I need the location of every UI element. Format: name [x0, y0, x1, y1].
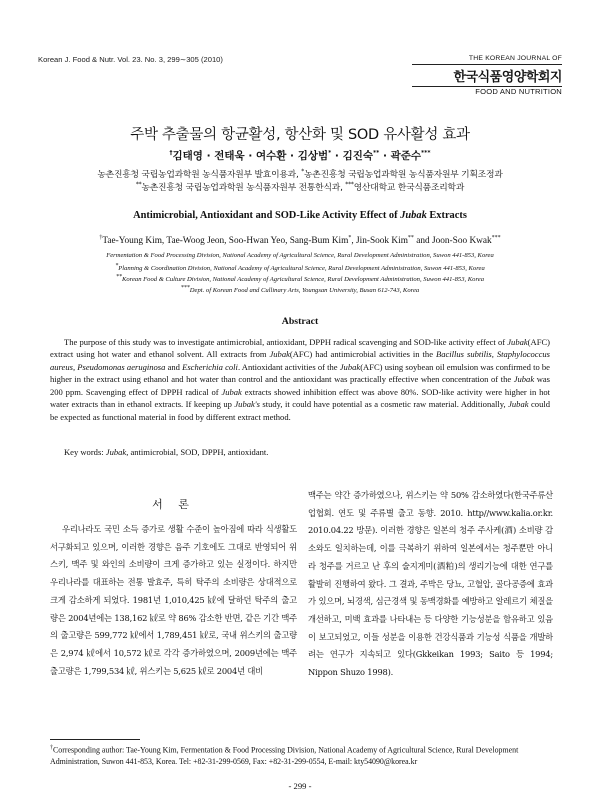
abstract-text: (AFC) had antimicrobial activities in the	[289, 349, 436, 360]
affiliation-korean-line-2	[0, 180, 600, 193]
species-names: Bacillus subtilis, Staphylococcus aureus, Pseudomonas aeruginosa	[50, 349, 550, 372]
corresponding-author-footnote	[50, 743, 550, 768]
authors-korean	[0, 148, 600, 163]
keywords-list: , antimicrobial, SOD, DPPH, antioxidant.	[126, 447, 269, 457]
affiliation-english-3	[0, 274, 600, 283]
affiliation-text: 농촌진흥청 국립농업과학원 농식품자원부 발효이용과,	[97, 170, 302, 180]
author-names: Tae-Young Kim, Tae-Woog Jeon, Soo-Hwan Yeo, Sang-Bum Kim	[102, 236, 349, 247]
author-mark: †	[169, 149, 173, 157]
abstract-text: and	[165, 361, 183, 372]
footnote-text: Corresponding author: Tae-Young Kim, Fermentation & Food Processing Division, National Academy of Agricultural Science, Rural Development Administration, Suwon 441-853, Korea. Tel: +82-31-299-0569, Fax: +82-31-299-0554, E-mail: kty54090@korea.kr	[50, 745, 519, 767]
abstract-italic: Jubak	[507, 337, 528, 347]
abstract-body	[50, 336, 550, 423]
abstract-italic: Jubak	[339, 361, 361, 372]
affiliation-text: Fermentation & Food Processing Division, National Academy of Agricultural Science, Rural Development Administration, Suwon 441-853, Korea	[106, 252, 494, 259]
introduction-paragraph: 맥주는 약간 증가하였으나, 위스키는 약 50% 감소하였다(한국주류산업협회. 연도 및 주류별 출고 동향. 2010. http//www.kalia.or.kr. 2010.04.22 방문). 이러한 경향은 일본의 청주 주사케(酒) 소비량 감소와도 일치하는데, 이를 극복하기 위하여 일본에서는 청주뿐만 아니라 청주를 거르고 난 후의 술지게미(酒粕)의 생리기능에 대한 연구를 활발히 진행하여 왔다. 그 결과, 주박은 당뇨, 고혈압, 골다공증에 효과가 있으며, 뇌경색, 심근경색 및 동맥경화를 예방하고 알레르기 체질을 개선하고, 미백 효과를 나타내는 등 다양한 기능성분을 함유하고 있음이 보고되었고, 이들 성분을 이용한 건강식품과 기능성 식품을 개발하려는 연구가 지속되고 있다(Gkkeikan 1993; Saito 등 1994; Nippon Shuzo 1998).	[308, 490, 553, 678]
introduction-paragraph: 우리나라도 국민 소득 증가로 생활 수준이 높아짐에 따라 식생활도 서구화되고 있으며, 이러한 경향은 음주 기호에도 그대로 반영되어 위스키, 맥주 및 와인의 소비량이 크게 증가하고 있는 실정이다. 하지만 우리나라를 대표하는 전통 발효주, 특히 탁주의 소비량은 상대적으로 크게 감소하게 되었다. 1981년 1,010,425 ㎘에 달하던 탁주의 출고량은 2004년에는 138,162 ㎘로 약 86% 감소한 반면, 같은 기간 맥주의 출고량은 599,772 ㎘에서 1,789,451 ㎘로, 국내 위스키의 출고량은 2,974 ㎘에서 10,572 ㎘로 각각 증가하였으며, 2009년에는 맥주 출고량은 1,799,534 ㎘, 위스키는 5,625 ㎘로 2004년 대비	[50, 524, 297, 676]
footnote-mark: †	[50, 745, 53, 751]
abstract-text: . Antioxidant activities of the	[237, 361, 340, 372]
page-number: - 299 -	[288, 781, 312, 791]
introduction-left-column	[50, 521, 297, 680]
journal-citation: Korean J. Food & Nutr. Vol. 23. No. 3, 299∼305 (2010)	[38, 55, 223, 64]
affiliation-mark: **	[135, 181, 142, 189]
affiliation-text: 영산대학교 한국식품조리학과	[353, 183, 465, 193]
abstract-text: could be expected as functional material in food by different extract method.	[50, 399, 550, 422]
footnote-rule	[50, 739, 140, 740]
introduction-heading: 서 론	[152, 498, 195, 511]
author-mark: **	[407, 235, 414, 241]
author-mark: *	[328, 149, 332, 157]
abstract-text: extracts showed inhibition effect was above 80%. SOD-like activity were higher in hot water extracts than in ethanol extracts. If keeping up	[50, 386, 550, 410]
abstract-italic: Jubak	[269, 349, 290, 360]
affiliation-text: Korean Food & Culture Division, National Academy of Agricultural Science, Rural Development Administration, Suwon 441-853, Korea	[121, 276, 485, 284]
introduction-right-column	[308, 487, 553, 682]
journal-name-kr: 한국식품영양학회지	[412, 64, 562, 87]
title-text: Antimicrobial, Antioxidant and SOD-Like Activity Effect of	[133, 210, 401, 221]
keywords-label: Key words:	[64, 447, 106, 457]
affiliation-mark: *	[301, 168, 304, 176]
affiliation-english-4	[0, 285, 600, 294]
abstract-italic: Jubak	[513, 374, 535, 385]
abstract-heading: Abstract	[281, 316, 319, 327]
paper-title-english	[0, 210, 600, 221]
author-name: · 곽준수	[379, 150, 422, 162]
affiliation-english-1	[0, 252, 600, 259]
abstract-italic: Jubak	[508, 399, 529, 410]
abstract-text: (AFC) extract using hot water and ethanol solvent. All extracts from	[50, 337, 550, 360]
keyword-italic: Jubak	[105, 447, 127, 457]
author-mark: **	[373, 149, 380, 157]
abstract-italic: Jubak's	[234, 399, 260, 410]
species-name: Escherichia coli	[182, 361, 238, 372]
paper-title-korean: 주박 추출물의 항균활성, 항산화 및 SOD 유사활성 효과	[130, 127, 470, 143]
affiliation-mark: *	[115, 263, 119, 269]
abstract-paragraph	[50, 336, 550, 423]
abstract-text: study, it could have potential as a cosmetic raw material. Additionally,	[259, 399, 509, 410]
author-names: 김태영 · 전태욱 · 여수환 · 김상범	[172, 150, 329, 162]
journal-name-en-top: THE KOREAN JOURNAL OF	[468, 55, 562, 62]
affiliation-text: 농촌진흥청 국립농업과학원 농식품자원부 기획조정과	[304, 170, 503, 180]
affiliation-text: Dept. of Korean Food and Cullinary Arts, Youngsan University, Busan 612-743, Korea	[189, 287, 420, 295]
author-separator: ·	[331, 150, 343, 162]
affiliation-text: 농촌진흥청 국립농업과학원 농식품자원부 전통한식과,	[141, 183, 346, 193]
journal-logo-block	[412, 55, 562, 96]
author-name: and Joon-Soo Kwak	[413, 236, 492, 247]
affiliation-korean-line-1	[0, 167, 600, 180]
author-mark: *	[348, 235, 352, 241]
author-mark: †	[99, 235, 103, 241]
affiliation-english-2	[0, 263, 600, 272]
abstract-text: (AFC) using soybean oil emulsion was confirmed to be higher in the extract using ethanol and hot water than control and the antioxidant was practically effective when concentration of the	[50, 361, 550, 385]
title-italic: Jubak	[400, 210, 427, 221]
authors-english	[0, 235, 600, 246]
author-name: 김진숙	[342, 150, 374, 162]
affiliation-mark: ***	[180, 285, 190, 291]
abstract-text: The purpose of this study was to investigate antimicrobial, antioxidant, DPPH radical scavenging and SOD-like activity effect of	[64, 337, 508, 347]
author-mark: ***	[491, 235, 501, 241]
abstract-italic: Jubak	[221, 386, 242, 397]
journal-name-en-bottom: FOOD AND NUTRITION	[475, 87, 562, 96]
affiliation-text: Planning & Coordination Division, National Academy of Agricultural Science, Rural Development Administration, Suwon 441-853, Korea	[118, 265, 485, 273]
author-name: , Jin-Sook Kim	[351, 236, 408, 247]
affiliation-mark: **	[115, 274, 122, 280]
author-mark: ***	[421, 149, 431, 157]
abstract-text: was 200 ppm. Scavenging effect of DPPH radical of	[50, 374, 550, 397]
keywords	[64, 447, 550, 457]
title-text-end: Extracts	[426, 210, 467, 221]
affiliation-mark: ***	[345, 181, 354, 189]
